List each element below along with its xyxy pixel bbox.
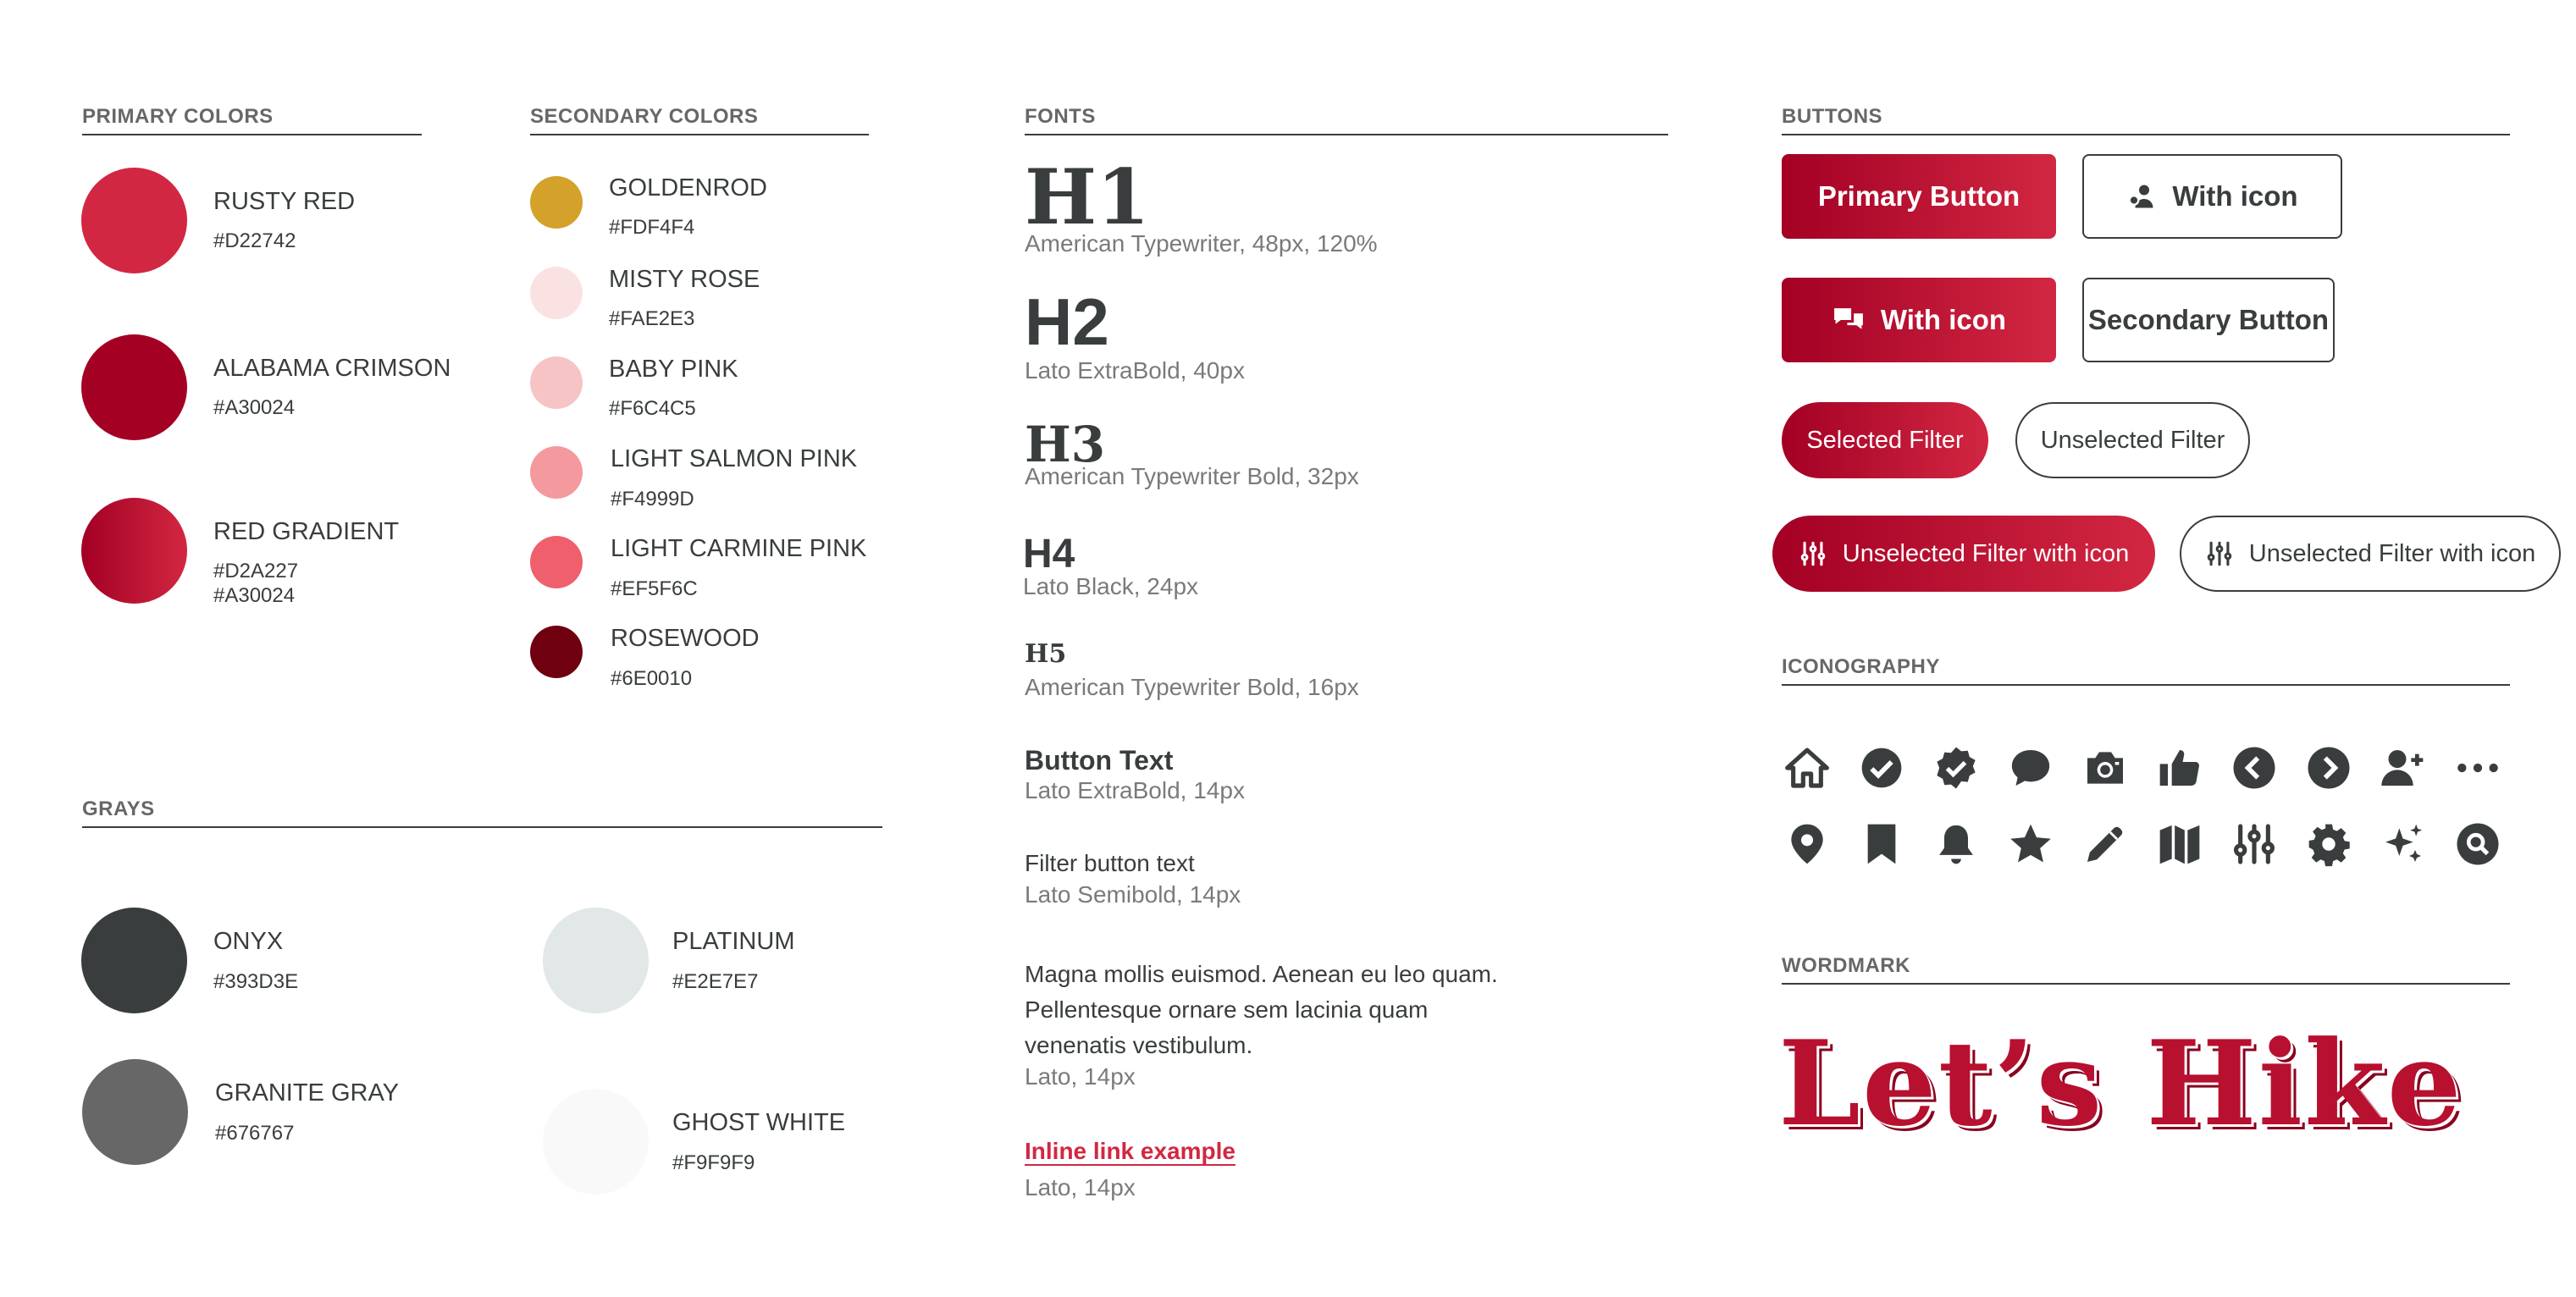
- font-spec-h5: American Typewriter Bold, 16px: [1025, 674, 1359, 700]
- color-name-rusty-red: RUSTY RED: [213, 188, 356, 215]
- wordmark-title: WORDMARK: [1782, 954, 1910, 977]
- sparkles-icon: [2380, 820, 2427, 868]
- primary-button[interactable]: Primary Button: [1782, 154, 2056, 239]
- swatch-light-carmine-pink: [530, 536, 583, 588]
- check-circle-icon: [1858, 744, 1905, 792]
- primary-with-icon-button[interactable]: [1782, 278, 2056, 362]
- grays-title: GRAYS: [82, 798, 155, 820]
- buttons-title: BUTTONS: [1782, 105, 1883, 128]
- sliders-icon: [2205, 538, 2234, 569]
- swatch-goldenrod: [530, 176, 583, 229]
- color-hex-red-gradient: #D2A227 #A30024: [213, 560, 299, 607]
- body-line-3: venenatis vestibulum.: [1025, 1032, 1253, 1058]
- font-sample-filter-text: Filter button text: [1025, 850, 1195, 876]
- color-hex-baby-pink: #F6C4C5: [609, 397, 696, 420]
- color-hex-misty-rose: #FAE2E3: [609, 307, 695, 330]
- swatch-granite-gray: [82, 1059, 188, 1165]
- selected-filter-button[interactable]: Selected Filter: [1782, 402, 1988, 478]
- swatch-rosewood: [530, 626, 583, 678]
- color-name-light-salmon-pink: LIGHT SALMON PINK: [611, 445, 858, 472]
- bell-icon: [1932, 820, 1980, 868]
- chevron-left-circle-icon: [2231, 744, 2278, 792]
- color-name-platinum: PLATINUM: [672, 928, 795, 955]
- font-spec-h4: Lato Black, 24px: [1023, 573, 1199, 599]
- secondary-colors-title: SECONDARY COLORS: [530, 105, 759, 128]
- filter-with-icon-red-button[interactable]: [1772, 516, 2155, 592]
- color-name-baby-pink: BABY PINK: [609, 356, 738, 383]
- font-sample-h2: H2: [1025, 284, 1109, 359]
- color-hex-platinum: #E2E7E7: [672, 970, 759, 993]
- font-sample-body: [1025, 957, 1498, 1063]
- secondary-button[interactable]: Secondary Button: [2082, 278, 2335, 362]
- verified-badge-icon: [1932, 744, 1980, 792]
- color-hex-rusty-red: #D22742: [213, 229, 296, 252]
- fonts-title: FONTS: [1025, 105, 1096, 128]
- buttons-rule: [1782, 134, 2510, 135]
- color-hex-light-carmine-pink: #EF5F6C: [611, 577, 698, 600]
- color-name-granite-gray: GRANITE GRAY: [215, 1079, 399, 1107]
- swatch-misty-rose: [530, 267, 583, 319]
- home-icon: [1783, 744, 1831, 792]
- color-hex-alabama-crimson: #A30024: [213, 396, 296, 419]
- font-spec-h3: American Typewriter Bold, 32px: [1025, 463, 1359, 489]
- font-spec-filter-text: Lato Semibold, 14px: [1025, 881, 1241, 908]
- font-spec-link: Lato, 14px: [1025, 1174, 1136, 1200]
- swatch-rusty-red: [81, 168, 187, 273]
- pencil-icon: [2081, 820, 2129, 868]
- fonts-rule: [1025, 134, 1668, 135]
- font-sample-h5: H5: [1025, 639, 1067, 669]
- sliders-icon: [1799, 538, 1827, 569]
- add-person-icon: [2380, 744, 2427, 792]
- color-name-alabama-crimson: ALABAMA CRIMSON: [213, 355, 451, 382]
- primary-colors-title: PRIMARY COLORS: [82, 105, 274, 128]
- swatch-platinum: [543, 908, 649, 1013]
- swatch-light-salmon-pink: [530, 446, 583, 499]
- more-dots-icon: [2454, 744, 2501, 792]
- chat-icon: [1832, 305, 1866, 335]
- color-name-onyx: ONYX: [213, 928, 284, 955]
- secondary-colors-rule: [530, 134, 869, 135]
- primary-with-icon-label: With icon: [1880, 304, 2007, 335]
- color-name-red-gradient: RED GRADIENT: [213, 518, 400, 545]
- lets-hike-wordmark: Let’s Hike: [1778, 1014, 2463, 1152]
- chevron-right-circle-icon: [2305, 744, 2352, 792]
- color-hex-granite-gray: #676767: [215, 1122, 295, 1145]
- search-circle-icon: [2454, 820, 2501, 868]
- inline-link-example[interactable]: Inline link example: [1025, 1138, 1235, 1164]
- color-hex-light-salmon-pink: #F4999D: [611, 488, 694, 511]
- color-hex-rosewood: #6E0010: [611, 667, 693, 690]
- font-sample-h3: H3: [1025, 416, 1106, 473]
- filter-with-icon-outline-label: Unselected Filter with icon: [2248, 539, 2536, 567]
- color-hex-ghost-white: #F9F9F9: [672, 1151, 755, 1174]
- bookmark-icon: [1858, 820, 1905, 868]
- outline-with-icon-button[interactable]: [2082, 154, 2342, 239]
- font-spec-h2: Lato ExtraBold, 40px: [1025, 357, 1245, 384]
- color-name-ghost-white: GHOST WHITE: [672, 1109, 846, 1136]
- color-name-misty-rose: MISTY ROSE: [609, 266, 760, 293]
- swatch-baby-pink: [530, 356, 583, 409]
- person-pin-icon: [2126, 181, 2157, 212]
- iconography-rule: [1782, 684, 2510, 686]
- primary-colors-rule: [82, 134, 422, 135]
- color-name-light-carmine-pink: LIGHT CARMINE PINK: [611, 535, 867, 562]
- swatch-alabama-crimson: [81, 334, 187, 440]
- font-sample-button-text: Button Text: [1025, 745, 1174, 775]
- filter-with-icon-red-label: Unselected Filter with icon: [1842, 539, 2130, 567]
- gear-icon: [2305, 820, 2352, 868]
- outline-with-icon-label: With icon: [2172, 180, 2298, 212]
- body-line-1: Magna mollis euismod. Aenean eu leo quam.: [1025, 961, 1498, 987]
- color-hex-onyx: #393D3E: [213, 970, 299, 993]
- iconography-title: ICONOGRAPHY: [1782, 655, 1940, 678]
- body-line-2: Pellentesque ornare sem lacinia quam: [1025, 996, 1429, 1023]
- swatch-onyx: [81, 908, 187, 1013]
- font-spec-body: Lato, 14px: [1025, 1063, 1136, 1090]
- font-sample-h1: H1: [1025, 152, 1150, 242]
- thumbs-up-icon: [2156, 744, 2203, 792]
- color-hex-goldenrod: #FDF4F4: [609, 216, 695, 239]
- camera-icon: [2081, 744, 2129, 792]
- swatch-red-gradient: [81, 498, 187, 604]
- font-spec-button-text: Lato ExtraBold, 14px: [1025, 777, 1245, 803]
- sliders-icon: [2231, 820, 2278, 868]
- color-name-goldenrod: GOLDENROD: [609, 174, 767, 201]
- map-icon: [2156, 820, 2203, 868]
- chat-bubble-icon: [2007, 744, 2054, 792]
- location-pin-icon: [1783, 820, 1831, 868]
- wordmark-rule: [1782, 983, 2510, 985]
- swatch-ghost-white: [543, 1089, 649, 1195]
- font-sample-h4: H4: [1023, 532, 1075, 577]
- font-spec-h1: American Typewriter, 48px, 120%: [1025, 230, 1378, 257]
- unselected-filter-button[interactable]: Unselected Filter: [2015, 402, 2250, 478]
- grays-rule: [82, 826, 882, 828]
- filter-with-icon-outline-button[interactable]: [2180, 516, 2561, 592]
- color-name-rosewood: ROSEWOOD: [611, 625, 760, 652]
- star-icon: [2007, 820, 2054, 868]
